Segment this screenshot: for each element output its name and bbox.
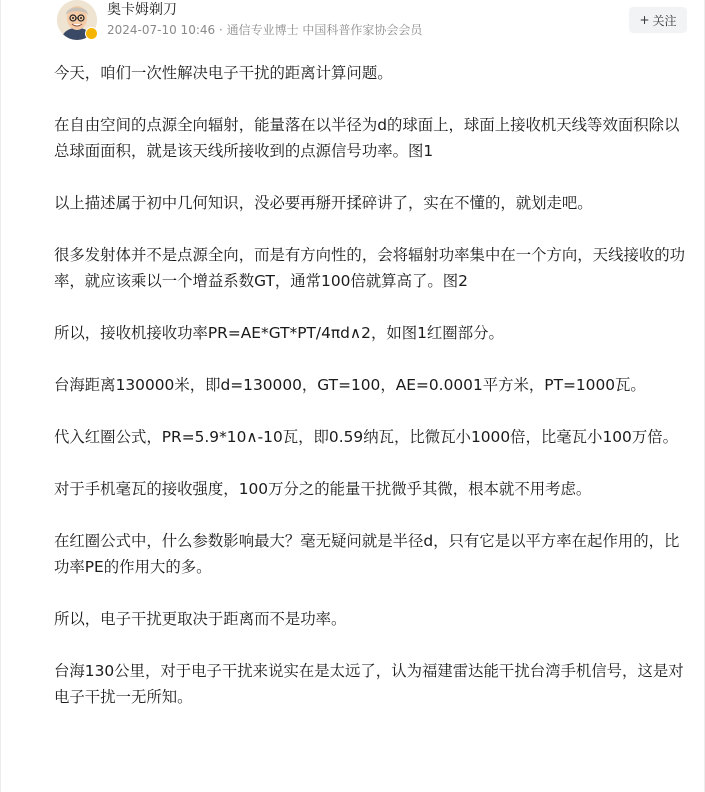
paragraph: 对于手机毫瓦的接收强度，100万分之的能量干扰微乎其微，根本就不用考虑。 (54, 480, 592, 498)
paragraph: 台海130公里，对于电子干扰来说实在是太远了，认为福建雷达能干扰台湾手机信号，这是对电子干扰一无所知。 (54, 662, 684, 706)
article-body (54, 60, 694, 736)
follow-label: 关注 (652, 13, 677, 28)
paragraph: 很多发射体并不是点源全向，而是有方向性的，会将辐射功率集中在一个方向，天线接收的功率，就应该乘以一个增益系数GT，通常100倍就算高了。图2 (54, 246, 686, 290)
verified-badge-icon (85, 27, 98, 40)
paragraph: 代入红圈公式，PR=5.9*10∧-10瓦，即0.59纳瓦，比微瓦小1000倍，比毫瓦小100万倍。 (54, 428, 678, 446)
author-name[interactable]: 奥卡姆剃刀 (107, 2, 177, 18)
paragraph: 台海距离130000米，即d=130000，GT=100，AE=0.0001平方米，PT=1000瓦。 (54, 376, 646, 394)
post-meta: 2024-07-10 10:46 · 通信专业博士 中国科普作家协会会员 (107, 23, 423, 37)
paragraph: 今天，咱们一次性解决电子干扰的距离计算问题。 (54, 64, 393, 82)
plus-icon: + (639, 13, 650, 27)
paragraph: 以上描述属于初中几何知识，没必要再掰开揉碎讲了，实在不懂的，就划走吧。 (54, 194, 593, 212)
paragraph: 在自由空间的点源全向辐射，能量落在以半径为d的球面上，球面上接收机天线等效面积除以总球面面积，就是该天线所接收到的点源信号功率。图1 (54, 116, 680, 160)
paragraph: 在红圈公式中，什么参数影响最大？毫无疑问就是半径d，只有它是以平方率在起作用的，比功率PE的作用大的多。 (54, 532, 680, 576)
paragraph: 所以，接收机接收功率PR=AE*GT*PT/4πd∧2，如图1红圈部分。 (54, 324, 504, 342)
author-header (1, 0, 705, 44)
follow-button[interactable] (629, 7, 687, 33)
paragraph: 所以，电子干扰更取决于距离而不是功率。 (54, 610, 347, 628)
